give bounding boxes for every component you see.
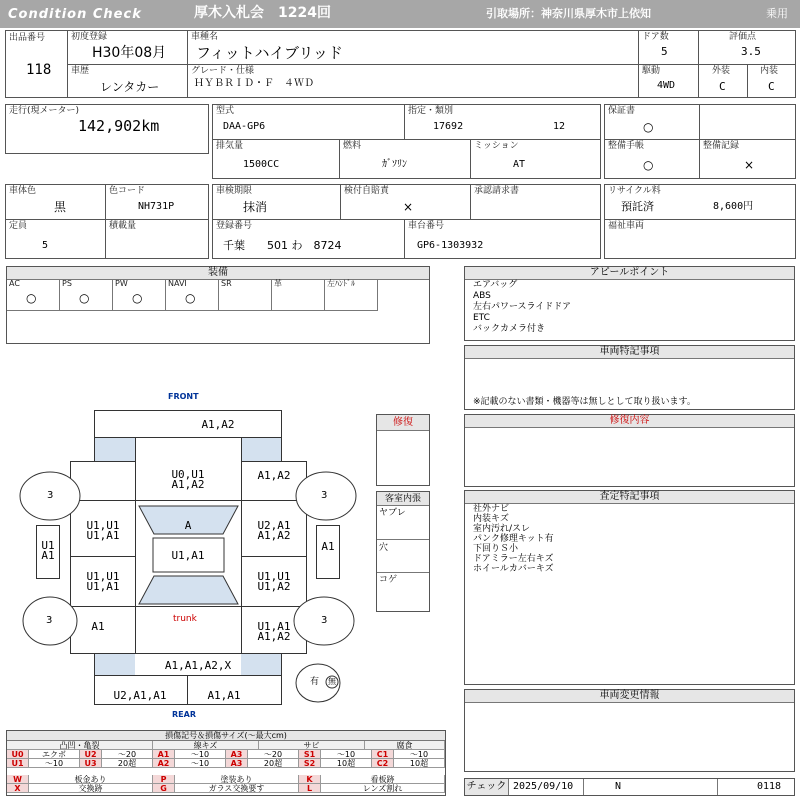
- legend-code: L: [299, 784, 321, 793]
- repair-title: 修復内容: [465, 415, 794, 428]
- interior-wear-hole: 穴: [379, 543, 389, 553]
- service-record-cell: [699, 139, 796, 179]
- body-color-value: 黒: [54, 200, 67, 214]
- grade-cell: [187, 64, 639, 98]
- legend-code: U2: [80, 750, 102, 759]
- reg-no-value: 千葉 501 わ 8724: [223, 239, 342, 252]
- legend-desc: 塗装あり: [175, 775, 299, 784]
- history-label: 車歴: [71, 66, 90, 76]
- mission-value: AT: [513, 159, 526, 170]
- legend-desc: ～20: [102, 750, 153, 759]
- category-no-value: 12: [553, 121, 566, 132]
- legend-code: A3: [226, 750, 248, 759]
- changes-title: 車両変更情報: [465, 690, 794, 703]
- grade-label: グレード・仕様: [191, 66, 255, 76]
- score-cell: [698, 30, 796, 65]
- interior-cell: [747, 64, 796, 98]
- appeal-line: ABS: [473, 291, 491, 301]
- drive-label: 駆動: [642, 66, 661, 76]
- equipment-item-label: PW: [115, 279, 128, 288]
- model-code-label: 型式: [216, 106, 235, 116]
- self-insp-cell: [340, 184, 471, 220]
- interior-wear-title: 客室内張: [377, 492, 429, 506]
- legend-code: U1: [7, 759, 29, 768]
- model-name-cell: [187, 30, 639, 65]
- changes-box: [464, 689, 795, 772]
- panel-bumper-rl-text: U2,A1,A1: [113, 689, 167, 702]
- self-insp-label: 検付自賠責: [344, 186, 390, 196]
- legend-header: 凸凹・亀裂: [7, 741, 153, 750]
- car-diagram: [0, 385, 380, 725]
- repair-side-label: 修復: [377, 415, 429, 431]
- special-notes-box: [464, 345, 795, 410]
- check-no: 0118: [757, 781, 782, 792]
- panel-door-lf-text: U1,U1 U1,A1: [86, 519, 120, 542]
- check-label-text: チェック: [466, 781, 507, 792]
- chassis-label: 車台番号: [408, 221, 445, 231]
- equipment-item: [166, 279, 219, 311]
- displacement-cell: [212, 139, 340, 179]
- interior-wear-box: [376, 491, 430, 612]
- panel-door-rf-text: U2,A1 A1,A2: [257, 519, 291, 542]
- equipment-item: [219, 279, 272, 311]
- equipment-item-value: ○: [26, 291, 37, 305]
- appeal-line: バックカメラ付き: [473, 324, 546, 334]
- appeal-line: ETC: [473, 313, 490, 323]
- legend-header: サビ: [259, 741, 365, 750]
- exterior-value: C: [719, 80, 726, 93]
- legend-desc: ～20: [248, 750, 299, 759]
- lot-no-value: 118: [26, 62, 52, 78]
- legend-code: P: [153, 775, 175, 784]
- displacement-label: 排気量: [216, 141, 244, 151]
- equipment-item-label: 左ﾊﾝﾄﾞﾙ: [327, 279, 355, 288]
- legend-desc: レンズ割れ: [321, 784, 445, 793]
- legend-code: K: [299, 775, 321, 784]
- welfare-cell: [604, 219, 796, 259]
- special-notes-text: ※記載のない書類・機器等は無しとして取り扱います。: [473, 397, 696, 407]
- legend-code: A3: [226, 759, 248, 768]
- inspector-note-line: ホイールカバーキズ: [473, 564, 554, 574]
- legend-code: U0: [7, 750, 29, 759]
- special-notes-title: 車両特記事項: [465, 346, 794, 359]
- equipment-item-value: ○: [79, 291, 90, 305]
- tire-lf-label: 3: [47, 490, 54, 501]
- legend-code: S1: [299, 750, 321, 759]
- equipment-item: [325, 279, 378, 311]
- legend-code: S2: [299, 759, 321, 768]
- trunk-label: trunk: [173, 614, 197, 624]
- interior-wear-tear: ヤブレ: [379, 508, 406, 518]
- recycle-fee: 8,600円: [713, 201, 754, 212]
- fuel-value: ｶﾞｿﾘﾝ: [382, 159, 407, 170]
- legend-code: U3: [80, 759, 102, 768]
- panel-door-lr-text: U1,U1 U1,A1: [86, 570, 120, 593]
- panel-roof-text: U1,A1: [171, 549, 205, 562]
- legend-grid: [7, 741, 445, 795]
- fuel-cell: [339, 139, 471, 179]
- inspector-note-line: 社外ナビ: [473, 504, 510, 514]
- inspection-label: 車検期限: [216, 186, 253, 196]
- approval-label: 承認請求書: [474, 186, 520, 196]
- chassis-cell: [404, 219, 601, 259]
- displacement-value: 1500CC: [243, 159, 280, 170]
- inspector-note-line: 内装キズ: [473, 514, 509, 524]
- legend-desc: ～10: [175, 759, 226, 768]
- equipment-item-label: NAVI: [168, 279, 187, 288]
- interior-wear-divider-2: [377, 572, 429, 573]
- front-label: FRONT: [168, 392, 199, 401]
- appeal-line: 左右パワースライドドア: [473, 302, 572, 312]
- check-code: N: [615, 781, 622, 792]
- panel-trunk-lid-text: A1,A1,A2,X: [164, 659, 232, 672]
- panel-mirror-l-text: U1 A1: [41, 539, 55, 562]
- reg-no-label: 登録番号: [216, 221, 253, 231]
- load-cell: [105, 219, 209, 259]
- model-code-value: DAA-GP6: [223, 121, 266, 132]
- rear-label: REAR: [172, 710, 196, 719]
- interior-wear-divider-1: [377, 539, 429, 540]
- interior-value: C: [768, 80, 775, 93]
- exterior-cell: [698, 64, 748, 98]
- drive-cell: [638, 64, 699, 98]
- check-label: [465, 779, 509, 795]
- check-date: 2025/09/10: [513, 781, 574, 792]
- equipment-item: [113, 279, 166, 311]
- first-reg-value: H30年08月: [92, 45, 167, 61]
- equipment-row: [7, 279, 429, 311]
- warranty-value: ○: [643, 120, 654, 134]
- legend-desc: 10超: [321, 759, 372, 768]
- legend-desc: 20超: [248, 759, 299, 768]
- score-label: 評価点: [729, 32, 757, 42]
- check-row: [464, 778, 795, 796]
- service-record-value: ×: [744, 158, 755, 172]
- legend-header: 線キズ: [153, 741, 259, 750]
- chassis-value: GP6-1303932: [417, 240, 484, 251]
- model-name-value: フィットハイブリッド: [196, 44, 343, 62]
- mileage-label: 走行(現メーター): [9, 106, 80, 116]
- equipment-title: 装備: [7, 267, 429, 280]
- panel-hood-front-text: A1,A2: [201, 418, 235, 431]
- designation-label: 指定・類別: [408, 106, 454, 116]
- legend-desc: 20超: [102, 759, 153, 768]
- equipment-item-label: 革: [274, 279, 282, 288]
- lot-no-label: 出品番号: [9, 33, 46, 43]
- exterior-label: 外装: [712, 66, 731, 76]
- service-book-value: ○: [643, 158, 654, 172]
- vehicle-category: 乗用: [766, 7, 788, 20]
- equipment-item-value: ○: [132, 291, 143, 305]
- inspector-notes-title: 査定特記事項: [465, 491, 794, 504]
- header-left-title: Condition Check: [8, 7, 142, 22]
- approval-cell: [470, 184, 601, 220]
- doors-value: 5: [661, 45, 668, 58]
- designation-value: 17692: [433, 121, 464, 132]
- spare-tire-label: 有: [310, 677, 320, 687]
- color-code-cell: [105, 184, 209, 220]
- reg-no-cell: [212, 219, 405, 259]
- body-color-label: 車体色: [9, 186, 37, 196]
- warranty-label: 保証書: [608, 106, 636, 116]
- legend-code: W: [7, 775, 29, 784]
- inspector-notes-box: [464, 490, 795, 685]
- header-bar: [0, 0, 800, 28]
- warranty-cell: [604, 104, 700, 140]
- equipment-item-label: SR: [221, 279, 232, 288]
- check-divider-2: [717, 779, 718, 795]
- history-cell: [67, 64, 188, 98]
- warranty-blank-cell: [699, 104, 796, 140]
- legend-code: A1: [153, 750, 175, 759]
- check-divider: [583, 779, 584, 795]
- damage-legend: [6, 730, 446, 796]
- appeal-box: [464, 266, 795, 341]
- panel-door-rr-text: U1,U1 U1,A2: [257, 570, 291, 593]
- capacity-label: 定員: [9, 221, 28, 231]
- tire-rf-label: 3: [321, 490, 328, 501]
- legend-desc: エクボ: [29, 750, 80, 759]
- repair-box: [464, 414, 795, 487]
- mileage-cell: [5, 104, 209, 154]
- recycle-cell: [604, 184, 796, 220]
- legend-desc: ～10: [29, 759, 80, 768]
- panel-bumper-rr-text: A1,A1: [207, 689, 241, 702]
- capacity-value: 5: [42, 240, 49, 251]
- legend-desc: 10超: [394, 759, 445, 768]
- inspector-note-line: 室内汚れ/スレ: [473, 524, 531, 534]
- legend-code: A2: [153, 759, 175, 768]
- doors-label: ドア数: [642, 32, 669, 42]
- legend-code: C1: [372, 750, 394, 759]
- legend-desc: ～10: [321, 750, 372, 759]
- legend-title: 損傷記号＆損傷サイズ(～最大cm): [7, 731, 445, 741]
- grade-value: ＨＹＢＲＩＤ・Ｆ ４ＷＤ: [194, 78, 314, 89]
- tire-lr-label: 3: [46, 615, 53, 626]
- equipment-item-value: ○: [185, 291, 196, 305]
- panel-quarter-l-text: A1: [91, 620, 105, 633]
- spare-tire-mark-label: 無: [328, 677, 336, 686]
- recycle-status: 預託済: [621, 200, 654, 213]
- repair-side-box: [376, 414, 430, 486]
- first-reg-cell: [67, 30, 188, 65]
- legend-code: G: [153, 784, 175, 793]
- legend-code: C2: [372, 759, 394, 768]
- history-value: レンタカー: [100, 80, 160, 94]
- inspection-cell: [212, 184, 341, 220]
- panel-mirror-r-text: A1: [321, 540, 335, 553]
- legend-desc: ～10: [394, 750, 445, 759]
- legend-desc: ～10: [175, 750, 226, 759]
- auction-title: 厚木入札会 1224回: [194, 5, 331, 21]
- first-reg-label: 初度登録: [71, 32, 108, 42]
- legend-desc: ガラス交換要す: [175, 784, 299, 793]
- interior-label: 内装: [760, 66, 779, 76]
- legend-header: 腐食: [365, 741, 445, 750]
- interior-wear-burn: コゲ: [379, 575, 398, 585]
- panel-windshield-text: A: [184, 519, 192, 532]
- mission-cell: [470, 139, 601, 179]
- self-insp-value: ×: [403, 200, 414, 214]
- panel-hood-text: U0,U1 A1,A2: [171, 468, 205, 491]
- model-name-label: 車種名: [191, 32, 219, 42]
- inspection-value: 抹消: [243, 200, 268, 214]
- load-label: 積載量: [109, 221, 137, 231]
- equipment-item: [60, 279, 113, 311]
- drive-value: 4WD: [657, 80, 676, 91]
- tire-rr-label: 3: [321, 615, 328, 626]
- equipment-item-label: AC: [9, 279, 20, 288]
- designation-cell: [404, 104, 601, 140]
- service-book-label: 整備手帳: [608, 141, 645, 151]
- capacity-cell: [5, 219, 106, 259]
- color-code-value: NH731P: [138, 201, 175, 212]
- mission-label: ミッション: [474, 141, 519, 151]
- recycle-label: リサイクル料: [608, 186, 661, 196]
- legend-desc: 看板跡: [321, 775, 445, 784]
- equipment-item: [7, 279, 60, 311]
- legend-code: X: [7, 784, 29, 793]
- panel-fender-rf-text: A1,A2: [257, 469, 291, 482]
- color-code-label: 色コード: [109, 186, 146, 196]
- legend-desc: 板金あり: [29, 775, 153, 784]
- service-book-cell: [604, 139, 700, 179]
- panel-quarter-r-text: U1,A1 A1,A2: [257, 620, 291, 643]
- body-color-cell: [5, 184, 106, 220]
- inspector-note-line: パンク修理キット有: [473, 534, 554, 544]
- legend-desc: 交換跡: [29, 784, 153, 793]
- inspector-note-line: 下回りＳ小: [473, 544, 519, 554]
- equipment-item: [272, 279, 325, 311]
- welfare-label: 福祉車両: [608, 221, 645, 231]
- appeal-line: エアバッグ: [473, 280, 518, 290]
- model-code-cell: [212, 104, 405, 140]
- mileage-value: 142,902km: [78, 117, 160, 135]
- pickup-location: 引取場所：神奈川県厚木市上依知: [486, 7, 651, 20]
- doors-cell: [638, 30, 699, 65]
- equipment-box: [6, 266, 430, 344]
- lot-no-cell: [5, 30, 68, 98]
- equipment-item-label: PS: [62, 279, 72, 288]
- service-record-label: 整備記録: [703, 141, 740, 151]
- score-value: 3.5: [741, 45, 761, 58]
- appeal-title: アピールポイント: [465, 267, 794, 280]
- fuel-label: 燃料: [343, 141, 362, 151]
- inspector-note-line: ドアミラー左右キズ: [473, 554, 554, 564]
